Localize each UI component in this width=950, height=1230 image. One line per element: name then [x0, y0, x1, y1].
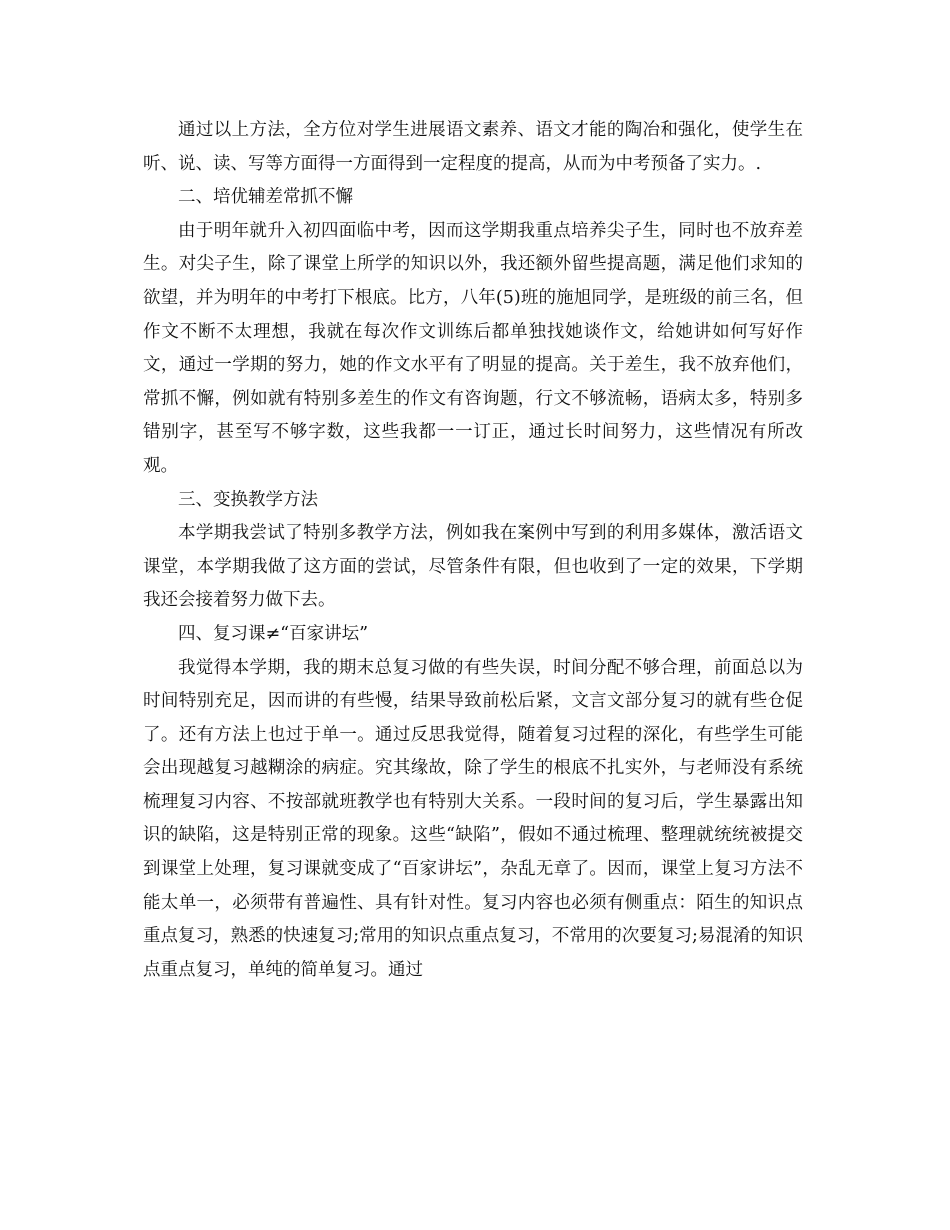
paragraph-summary: 通过以上方法，全方位对学生进展语文素养、语文才能的陶冶和强化，使学生在听、说、读、写等方面得一方面得到一定程度的提高，从而为中考预备了实力。. — [143, 120, 803, 174]
paragraph-teaching-methods: 本学期我尝试了特别多教学方法，例如我在案例中写到的利用多媒体，激活语文课堂，本学期我做了这方面的尝试，尽管条件有限，但也收到了一定的效果，下学期我还会接着努力做下去。 — [143, 523, 803, 611]
section-heading-2: 二、培优辅差常抓不懈 — [178, 187, 353, 208]
paragraph-top-students: 由于明年就升入初四面临中考，因而这学期我重点培养尖子生，同时也不放弃差生。对尖子生，除了课堂上所学的知识以外，我还额外留些提高题，满足他们求知的欲望，并为明年的中考打下根底。比方，八年(5)班的施旭同学，是班级的前三名，但作文不断不太理想，我就在每次作文训练后都单独找她谈作文，给她讲如何写好作文，通过一学期的努力，她的作文水平有了明显的提高。关于差生，我不放弃他们，常抓不懈，例如就有特别多差生的作文有咨询题，行文不够流畅，语病太多，特别多错别字，甚至写不够字数，这些我都一一订正，通过长时间努力，这些情况有所改观。 — [143, 220, 803, 476]
section-heading-4: 四、复习课≠“百家讲坛” — [178, 623, 369, 644]
section-heading-3: 三、变换教学方法 — [178, 489, 318, 510]
document-page — [143, 114, 803, 987]
paragraph-review-class: 我觉得本学期，我的期末总复习做的有些失误，时间分配不够合理，前面总以为时间特别充足，因而讲的有些慢，结果导致前松后紧，文言文部分复习的就有些仓促了。还有方法上也过于单一。通过反思我觉得，随着复习过程的深化，有些学生可能会出现越复习越糊涂的病症。究其缘故，除了学生的根底不扎实外，与老师没有系统梳理复习内容、不按部就班教学也有特别大关系。一段时间的复习后，学生暴露出知识的缺陷，这是特别正常的现象。这些“缺陷”，假如不通过梳理、整理就统统被提交到课堂上处理，复习课就变成了“百家讲坛”，杂乱无章了。因而，课堂上复习方法不能太单一，必须带有普遍性、具有针对性。复习内容也必须有侧重点：陌生的知识点重点复习，熟悉的快速复习;常用的知识点重点复习，不常用的次要复习;易混淆的知识点重点复习，单纯的简单复习。通过 — [143, 657, 803, 980]
